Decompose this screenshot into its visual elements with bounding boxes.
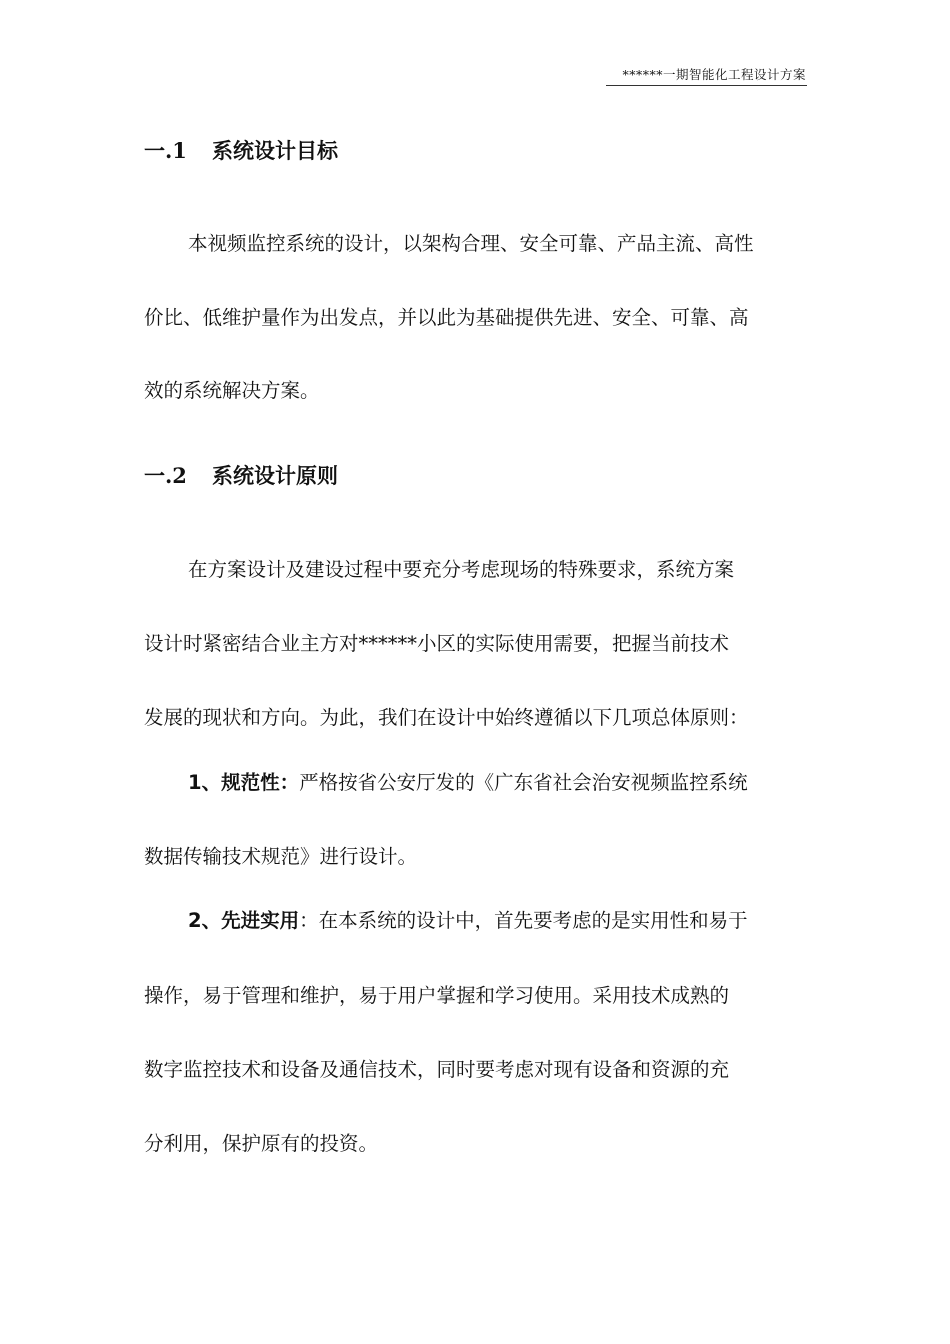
section-title: 系统设计目标 xyxy=(212,139,338,163)
principle-1-text: 严格按省公安厅发的《广东省社会治安视频监控系统 xyxy=(299,771,748,794)
paragraph-line: 数字监控技术和设备及通信技术，同时要考虑对现有设备和资源的充 xyxy=(144,1058,730,1081)
section-number: 一.2 xyxy=(144,463,187,488)
paragraph-line: 分利用，保护原有的投资。 xyxy=(144,1132,379,1155)
paragraph-line: 本视频监控系统的设计，以架构合理、安全可靠、产品主流、高性 xyxy=(188,232,754,255)
paragraph-line: 在方案设计及建设过程中要充分考虑现场的特殊要求，系统方案 xyxy=(188,558,735,581)
section-heading-2 xyxy=(144,461,338,491)
section-heading-1 xyxy=(144,136,338,166)
principle-1-lead: 1、规范性： xyxy=(188,771,300,794)
section-title: 系统设计原则 xyxy=(212,464,338,488)
header-underline xyxy=(606,85,807,86)
paragraph-line: 价比、低维护量作为出发点，并以此为基础提供先进、安全、可靠、高 xyxy=(144,306,749,329)
principle-1-line xyxy=(188,768,808,798)
paragraph-line: 数据传输技术规范》进行设计。 xyxy=(144,845,418,868)
principle-2-text: ：在本系统的设计中，首先要考虑的是实用性和易于 xyxy=(299,909,748,932)
paragraph-line: 效的系统解决方案。 xyxy=(144,379,320,402)
principle-2-line xyxy=(188,906,808,936)
paragraph-line: 发展的现状和方向。为此，我们在设计中始终遵循以下几项总体原则： xyxy=(144,706,749,729)
paragraph-line: 设计时紧密结合业主方对******小区的实际使用需要，把握当前技术 xyxy=(144,632,730,655)
section-number: 一.1 xyxy=(144,138,187,163)
paragraph-line: 操作，易于管理和维护，易于用户掌握和学习使用。采用技术成熟的 xyxy=(144,984,730,1007)
principle-2-lead: 2、先进实用 xyxy=(188,909,300,932)
page-header: ******一期智能化工程设计方案 xyxy=(622,67,806,82)
